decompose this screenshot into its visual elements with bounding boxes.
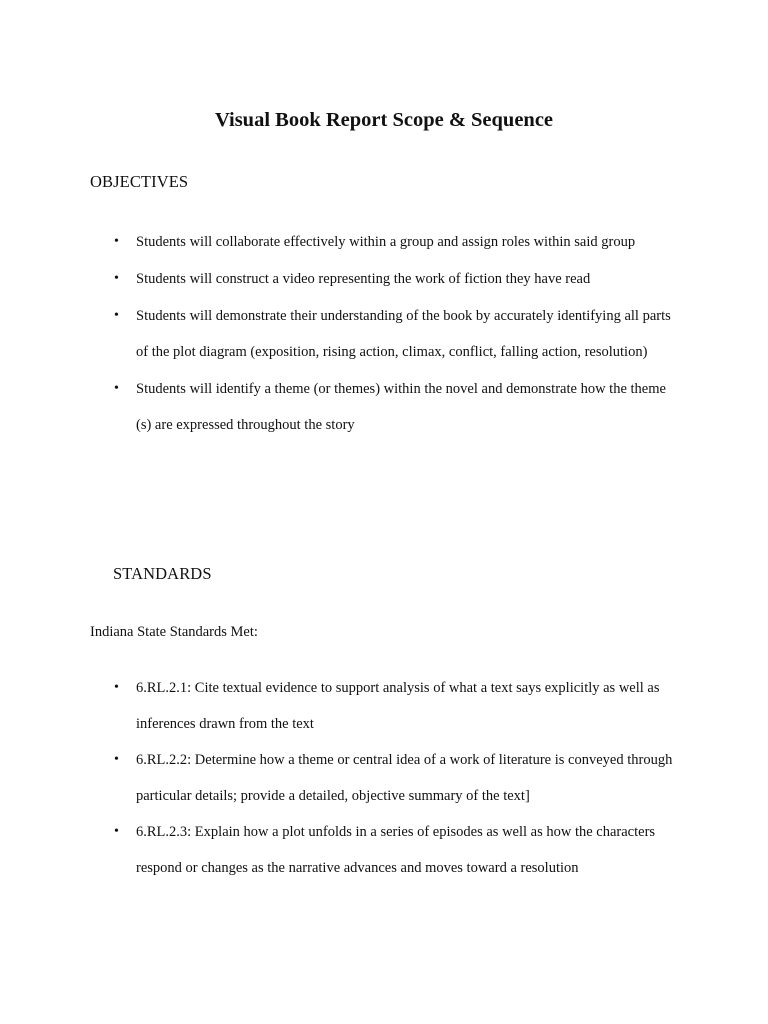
- list-item: [0, 670, 676, 742]
- objective-text: Students will construct a video representing the work of fiction they have read: [136, 271, 591, 287]
- list-item: [0, 261, 676, 297]
- list-item: [0, 298, 676, 370]
- standard-text: 6.RL.2.1: Cite textual evidence to support analysis of what a text says explicitly as well as inferences drawn from the text: [136, 680, 660, 732]
- document-title: Visual Book Report Scope & Sequence: [214, 109, 554, 131]
- standard-text: 6.RL.2.3: Explain how a plot unfolds in a series of episodes as well as how the characters respond or changes as the narrative advances and moves toward a resolution: [136, 824, 656, 876]
- standards-list: [0, 670, 768, 886]
- bullet-icon: •: [114, 234, 119, 249]
- bullet-icon: •: [114, 680, 119, 695]
- list-item: [0, 814, 676, 886]
- list-item: [0, 371, 676, 443]
- list-item: [0, 742, 676, 814]
- objective-text: Students will demonstrate their understanding of the book by accurately identifying all parts of the plot diagram (exposition, rising action, climax, conflict, falling action, resolution): [136, 308, 671, 360]
- standards-intro: Indiana State Standards Met:: [90, 624, 258, 640]
- standard-text: 6.RL.2.2: Determine how a theme or central idea of a work of literature is conveyed through particular details; provide a detailed, objective summary of the text]: [136, 752, 673, 804]
- objectives-heading: OBJECTIVES: [90, 172, 189, 191]
- objectives-list: [0, 224, 768, 444]
- bullet-icon: •: [114, 381, 119, 396]
- bullet-icon: •: [114, 271, 119, 286]
- bullet-icon: •: [114, 824, 119, 839]
- bullet-icon: •: [114, 752, 119, 767]
- list-item: [0, 224, 676, 260]
- bullet-icon: •: [114, 308, 119, 323]
- objective-text: Students will collaborate effectively within a group and assign roles within said group: [136, 234, 636, 250]
- standards-heading: STANDARDS: [113, 564, 212, 583]
- objective-text: Students will identify a theme (or themes) within the novel and demonstrate how the theme (s) are expressed throughout the story: [136, 381, 666, 433]
